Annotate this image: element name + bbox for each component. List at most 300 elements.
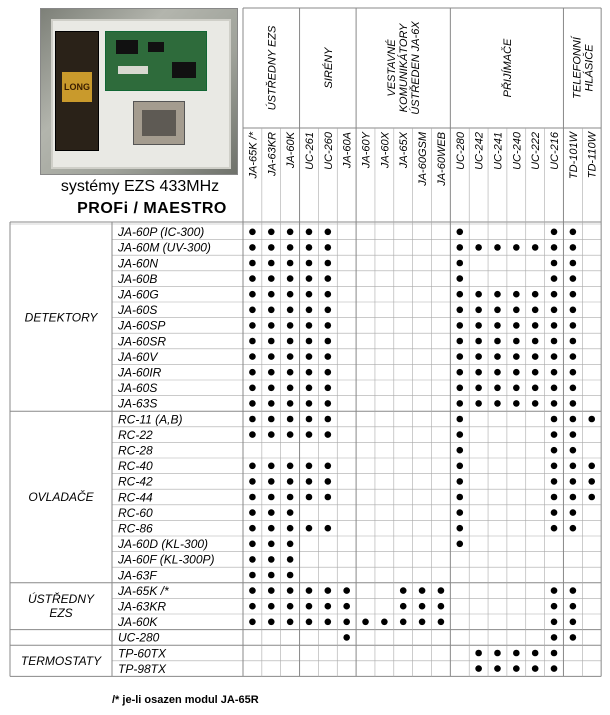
compat-dot [456,400,463,407]
compat-dot [287,572,294,579]
column-header-label: UC-261 [303,132,316,170]
compat-dot [570,291,577,298]
compat-dot [456,416,463,423]
compat-dot [532,322,539,329]
compat-dot [551,665,558,672]
compat-dot [306,291,313,298]
compat-dot [551,291,558,298]
category-label: TERMOSTATY [20,653,102,668]
compat-dot [362,619,369,626]
compat-dot [306,369,313,376]
compat-dot [343,603,350,610]
compat-dot [325,431,332,438]
compat-dot [249,478,256,485]
compat-dot [456,494,463,501]
compat-dot [325,525,332,532]
compat-dot [494,322,501,329]
compat-dot [287,463,294,470]
compat-dot [287,509,294,516]
compat-dot [494,244,501,251]
compat-dot [325,494,332,501]
column-header-label: JA-60WEB [435,132,448,186]
row-label: RC-86 [118,521,153,536]
compat-dot [325,353,332,360]
compat-dot [249,385,256,392]
compat-dot [325,322,332,329]
row-label: JA-60G [118,287,159,302]
compat-dot [268,400,275,407]
column-header-label: TD-110W [586,132,599,179]
column-header-label: UC-280 [454,132,467,170]
compat-dot [287,494,294,501]
compat-dot [249,556,256,563]
compat-dot [287,416,294,423]
compat-dot [325,400,332,407]
compat-dot [475,307,482,314]
row-label: RC-42 [118,474,153,489]
compat-dot [456,525,463,532]
row-label: JA-60B [118,271,158,286]
compat-dot [513,353,520,360]
compat-dot [456,353,463,360]
compat-dot [249,619,256,626]
compat-dot [475,650,482,657]
compat-dot [325,478,332,485]
compat-dot [249,400,256,407]
compat-dot [570,447,577,454]
compat-dot [306,229,313,236]
group-header-label: ÚSTŘEDEN JA-6X [410,21,423,115]
compat-dot [456,244,463,251]
compat-dot [287,338,294,345]
compat-dot [456,307,463,314]
compat-dot [551,353,558,360]
group-header-label: KOMUNIKÁTORY [398,23,411,113]
compat-dot [551,494,558,501]
compat-dot [570,525,577,532]
compat-dot [570,369,577,376]
row-label: JA-60F (KL-300P) [118,552,215,567]
compat-dot [325,603,332,610]
row-label: TP-60TX [118,646,167,661]
brand-line-1: systémy EZS 433MHz [60,178,220,195]
compat-dot [306,525,313,532]
compat-dot [287,478,294,485]
column-header-label: JA-63KR [266,132,279,177]
compat-dot [551,275,558,282]
category-label: OVLADAČE [28,490,94,504]
compat-dot [249,338,256,345]
compat-dot [287,322,294,329]
compat-dot [456,338,463,345]
compat-dot [570,416,577,423]
compat-dot [287,619,294,626]
row-label: JA-63S [118,396,158,411]
compat-dot [532,665,539,672]
compat-dot [287,541,294,548]
compat-dot [287,229,294,236]
compat-dot [494,353,501,360]
compat-dot [287,353,294,360]
compat-dot [306,587,313,594]
compat-dot [532,338,539,345]
compat-dot [268,431,275,438]
compat-dot [513,322,520,329]
compat-dot [570,244,577,251]
compat-dot [438,603,445,610]
compat-dot [570,275,577,282]
row-label: JA-60S [118,303,158,318]
row-label: RC-60 [118,505,153,520]
compat-dot [306,353,313,360]
compat-dot [268,494,275,501]
compat-dot [513,338,520,345]
compat-dot [268,229,275,236]
compat-dot [400,587,407,594]
compat-dot [325,291,332,298]
compat-dot [570,587,577,594]
row-label: JA-60M (UV-300) [118,240,211,255]
compat-dot [532,650,539,657]
compat-dot [325,587,332,594]
compat-dot [287,307,294,314]
compat-dot [551,478,558,485]
compat-dot [306,603,313,610]
compat-dot [570,400,577,407]
compat-dot [268,478,275,485]
compat-dot [456,385,463,392]
compat-dot [494,400,501,407]
compat-dot [513,369,520,376]
compat-dot [456,431,463,438]
compat-dot [287,260,294,267]
compat-dot [306,275,313,282]
compat-dot [268,509,275,516]
column-header-label: JA-60X [379,132,392,169]
compat-dot [475,665,482,672]
column-header-label: UC-242 [473,132,486,170]
compat-dot [306,244,313,251]
column-header-label: JA-60GSM [417,132,430,186]
compat-dot [475,353,482,360]
compat-dot [456,322,463,329]
compat-dot [570,338,577,345]
compat-dot [456,229,463,236]
compat-dot [249,525,256,532]
compat-dot [249,603,256,610]
compat-dot [325,338,332,345]
compat-dot [532,353,539,360]
compat-dot [513,385,520,392]
compat-dot [306,400,313,407]
compat-dot [456,275,463,282]
group-header-label: SIRÉNY [322,47,335,89]
row-label: JA-60N [118,256,159,271]
compat-dot [325,463,332,470]
compat-dot [306,338,313,345]
compat-dot [306,494,313,501]
compat-dot [325,619,332,626]
row-label: RC-40 [118,459,153,474]
compat-dot [268,307,275,314]
compat-dot [570,307,577,314]
compat-dot [268,353,275,360]
compat-dot [306,307,313,314]
row-label: JA-60SR [118,334,167,349]
group-header-label: VESTAVNÉ [386,39,399,97]
compat-dot [494,338,501,345]
column-header-label: JA-60K [285,132,298,169]
compat-dot [268,587,275,594]
compat-dot [513,291,520,298]
column-header-label: JA-60Y [360,132,373,169]
compat-dot [588,416,595,423]
compat-dot [325,416,332,423]
compat-dot [400,603,407,610]
compat-dot [343,619,350,626]
compat-dot [494,291,501,298]
compat-dot [570,494,577,501]
compat-dot [456,509,463,516]
compat-dot [325,229,332,236]
compat-dot [570,322,577,329]
compat-dot [494,385,501,392]
compat-dot [268,260,275,267]
category-label: ÚSTŘEDNY [27,592,95,607]
compat-dot [287,385,294,392]
compat-dot [306,431,313,438]
compat-dot [551,307,558,314]
compat-dot [268,385,275,392]
compat-dot [268,322,275,329]
compat-dot [551,385,558,392]
compat-dot [570,478,577,485]
compat-dot [325,244,332,251]
compat-dot [551,244,558,251]
compat-dot [268,541,275,548]
column-header-label: UC-222 [530,132,543,170]
compat-dot [494,650,501,657]
compat-dot [249,229,256,236]
column-header-label: UC-240 [511,132,524,170]
group-header-label: HLÁSIČE [583,44,596,92]
compat-dot [249,353,256,360]
compat-dot [325,275,332,282]
compat-dot [249,369,256,376]
compat-dot [570,353,577,360]
compat-dot [475,322,482,329]
brand-line-2: PROFi / MAESTRO [77,200,227,217]
compat-dot [456,260,463,267]
row-label: JA-60D (KL-300) [118,537,209,552]
column-header-label: JA-65K /* [247,132,260,179]
compat-dot [287,431,294,438]
compat-dot [325,307,332,314]
compat-dot [570,431,577,438]
row-label: RC-44 [118,490,153,505]
row-label: JA-63KR [118,599,167,614]
compat-dot [306,463,313,470]
category-label: EZS [49,606,73,621]
compat-dot [475,369,482,376]
compat-dot [287,400,294,407]
compat-dot [306,385,313,392]
compat-dot [588,494,595,501]
compat-dot [475,338,482,345]
compat-dot [268,291,275,298]
compat-dot [249,494,256,501]
row-label: TP-98TX [118,661,167,676]
compat-dot [532,385,539,392]
compat-dot [551,634,558,641]
compat-dot [249,572,256,579]
column-header-label: UC-241 [492,132,505,170]
row-label: JA-60S [118,381,158,396]
compat-dot [419,619,426,626]
group-header-label: PŘIJÍMAČE [501,38,514,98]
compat-dot [249,509,256,516]
compat-dot [456,447,463,454]
row-label: JA-60IR [118,365,162,380]
row-label: JA-60P (IC-300) [118,225,205,240]
compat-dot [570,385,577,392]
compat-dot [513,307,520,314]
compat-dot [494,307,501,314]
compat-dot [570,260,577,267]
compat-dot [513,244,520,251]
compat-dot [287,275,294,282]
compat-dot [551,400,558,407]
compat-dot [532,291,539,298]
compat-dot [306,260,313,267]
compat-dot [551,619,558,626]
compat-dot [287,556,294,563]
compat-dot [551,603,558,610]
compat-dot [532,400,539,407]
compat-dot [268,603,275,610]
compat-dot [249,307,256,314]
compat-dot [268,244,275,251]
compat-dot [268,556,275,563]
compat-dot [588,478,595,485]
compat-dot [513,650,520,657]
compat-dot [494,665,501,672]
compat-dot [532,369,539,376]
column-header-label: UC-216 [549,132,562,170]
compat-dot [475,385,482,392]
row-label: JA-63F [118,568,157,583]
group-header-label: ÚSTŘEDNY EZS [266,25,279,111]
compat-dot [456,463,463,470]
row-label: JA-65K /* [118,583,169,598]
compat-dot [381,619,388,626]
compat-dot [343,587,350,594]
compat-dot [268,369,275,376]
compat-dot [287,369,294,376]
compat-dot [249,260,256,267]
compat-dot [475,244,482,251]
compat-dot [551,463,558,470]
compat-dot [551,416,558,423]
compat-dot [551,509,558,516]
compat-dot [588,463,595,470]
column-header-label: UC-260 [322,132,335,170]
compat-dot [249,244,256,251]
compat-dot [249,431,256,438]
column-header-label: JA-65X [398,132,411,169]
column-header-label: TD-101W [567,132,580,180]
compat-dot [513,400,520,407]
compat-dot [268,275,275,282]
compat-dot [287,244,294,251]
compat-dot [456,478,463,485]
row-label: JA-60SP [118,318,166,333]
compat-dot [268,463,275,470]
row-label: UC-280 [118,630,160,645]
group-header-label: TELEFONNÍ [571,37,584,99]
compat-dot [551,431,558,438]
compat-dot [570,229,577,236]
compat-dot [551,447,558,454]
compat-dot [287,587,294,594]
row-label: JA-60K [118,615,158,630]
compat-dot [419,603,426,610]
compat-dot [475,400,482,407]
compat-dot [570,603,577,610]
compat-dot [325,385,332,392]
compat-dot [570,463,577,470]
row-label: RC-28 [118,443,153,458]
compat-dot [325,369,332,376]
compat-dot [551,229,558,236]
compat-dot [419,587,426,594]
compat-dot [438,587,445,594]
compat-dot [570,509,577,516]
compat-dot [325,260,332,267]
compat-dot [551,587,558,594]
compat-dot [268,416,275,423]
compat-dot [570,634,577,641]
compat-dot [268,338,275,345]
battery-illustration: LONG [55,31,99,151]
compat-dot [551,525,558,532]
compat-dot [456,291,463,298]
compat-dot [249,463,256,470]
compat-dot [249,541,256,548]
row-label: RC-11 (A,B) [118,412,183,427]
compat-dot [306,322,313,329]
compat-dot [249,291,256,298]
compat-dot [438,619,445,626]
category-label: DETEKTORY [24,310,98,325]
compat-dot [306,619,313,626]
compat-dot [287,603,294,610]
compat-dot [475,291,482,298]
compat-dot [249,322,256,329]
compat-dot [532,244,539,251]
compat-dot [513,665,520,672]
footnote: /* je-li osazen modul JA-65R [112,694,259,706]
compat-dot [249,416,256,423]
compat-dot [268,572,275,579]
row-label: JA-60V [118,349,158,364]
compat-dot [287,291,294,298]
compat-dot [268,525,275,532]
compat-dot [287,525,294,532]
compat-dot [268,619,275,626]
column-header-label: JA-60A [341,132,354,169]
compat-dot [456,369,463,376]
